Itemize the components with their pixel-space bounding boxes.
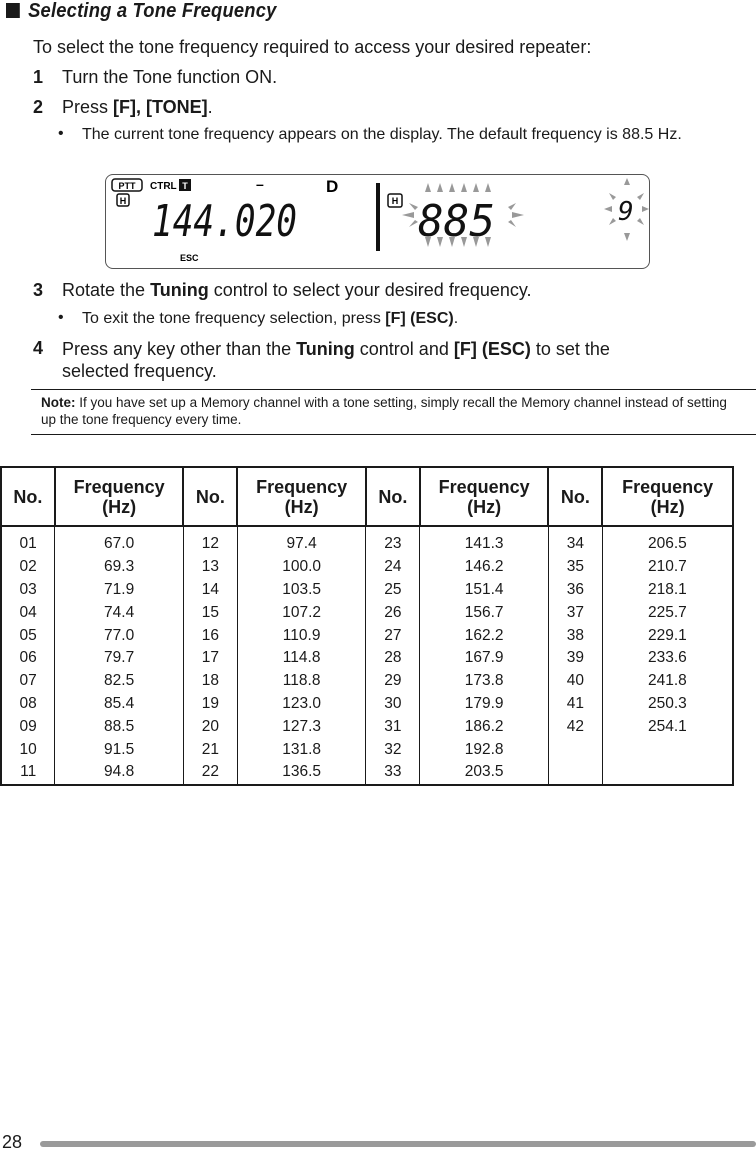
cell-frequency: 127.3 [237,715,366,738]
note-box [41,394,741,428]
step-number: 3 [33,280,44,300]
cell-number: 36 [548,579,602,602]
table-row [1,738,733,761]
lcd-frequency: 144.020 [152,196,297,247]
table-row [1,526,733,556]
cell-number: 39 [548,647,602,670]
header-frequency: Frequency (Hz) [55,467,184,526]
cell-number: 28 [366,647,420,670]
cell-number: 03 [1,579,55,602]
cell-number: 40 [548,670,602,693]
cell-number: 08 [1,693,55,716]
cell-frequency: 162.2 [420,624,549,647]
cell-number [548,738,602,761]
step-text: Press [F], [TONE]. [62,97,213,117]
step-2 [33,97,733,121]
cell-frequency: 229.1 [602,624,733,647]
step-3 [33,280,733,304]
cell-frequency: 100.0 [237,556,366,579]
cell-number: 25 [366,579,420,602]
step-number: 1 [33,67,44,87]
cell-number: 42 [548,715,602,738]
ptt-indicator: PTT [118,181,136,191]
cell-number: 13 [183,556,237,579]
cell-number: 19 [183,693,237,716]
cell-number: 29 [366,670,420,693]
cell-frequency: 69.3 [55,556,184,579]
step-number: 4 [33,338,44,358]
cell-frequency: 210.7 [602,556,733,579]
cell-frequency: 131.8 [237,738,366,761]
table-row [1,670,733,693]
cell-number [548,761,602,785]
offset-indicator: – [256,176,264,192]
cell-frequency: 88.5 [55,715,184,738]
page-number: 28 [2,1132,23,1152]
cell-frequency: 97.4 [237,526,366,556]
cell-number: 38 [548,624,602,647]
cell-frequency: 254.1 [602,715,733,738]
cell-number: 09 [1,715,55,738]
bullet-text: To exit the tone frequency selection, press [F] (ESC). [82,310,459,327]
lcd-display [105,174,650,269]
cell-frequency: 123.0 [237,693,366,716]
lcd-channel: 9 [618,197,634,227]
square-bullet-icon [6,3,20,18]
step-text: Rotate the Tuning control to select your desired frequency. [62,280,532,300]
lcd-graphic [106,175,649,268]
cell-frequency: 118.8 [237,670,366,693]
esc-indicator: ESC [180,253,199,263]
cell-frequency: 179.9 [420,693,549,716]
cell-frequency: 218.1 [602,579,733,602]
cell-frequency: 77.0 [55,624,184,647]
cell-frequency: 141.3 [420,526,549,556]
cell-number: 15 [183,601,237,624]
cell-number: 11 [1,761,55,785]
tone-frequency-table [0,466,734,786]
tone-badge: T [182,181,188,191]
d-indicator: D [326,177,339,196]
cell-frequency: 85.4 [55,693,184,716]
table-row [1,715,733,738]
cell-number: 04 [1,601,55,624]
note-text: If you have set up a Memory channel with a tone setting, simply recall the Memory channel instead of setting up the tone frequency every time. [41,395,727,427]
cell-number: 05 [1,624,55,647]
header-no: No. [183,467,237,526]
table-header-row [1,467,733,526]
header-no: No. [1,467,55,526]
bullet-3 [58,309,748,331]
cell-frequency: 173.8 [420,670,549,693]
cell-frequency: 91.5 [55,738,184,761]
cell-number: 14 [183,579,237,602]
lcd-tone-value: 885 [418,196,495,247]
cell-frequency: 94.8 [55,761,184,785]
cell-number: 26 [366,601,420,624]
cell-number: 33 [366,761,420,785]
table-row [1,579,733,602]
cell-number: 23 [366,526,420,556]
cell-frequency: 74.4 [55,601,184,624]
header-no: No. [366,467,420,526]
cell-number: 32 [366,738,420,761]
bullet-dot: • [58,125,64,142]
heading-text: Selecting a Tone Frequency [28,0,277,22]
cell-number: 07 [1,670,55,693]
cell-number: 20 [183,715,237,738]
cell-number: 35 [548,556,602,579]
cell-frequency: 225.7 [602,601,733,624]
cell-frequency: 107.2 [237,601,366,624]
cell-frequency: 67.0 [55,526,184,556]
step-number: 2 [33,97,44,117]
note-label: Note: [41,395,76,410]
cell-number: 34 [548,526,602,556]
high-power-right: H [391,196,399,206]
header-frequency: Frequency (Hz) [237,467,366,526]
cell-number: 30 [366,693,420,716]
cell-frequency: 103.5 [237,579,366,602]
cell-frequency: 241.8 [602,670,733,693]
section-heading [6,0,277,23]
cell-number: 17 [183,647,237,670]
cell-frequency: 114.8 [237,647,366,670]
cell-number: 24 [366,556,420,579]
cell-number: 21 [183,738,237,761]
cell-frequency: 192.8 [420,738,549,761]
cell-number: 01 [1,526,55,556]
high-power-left: H [119,196,127,206]
cell-frequency: 146.2 [420,556,549,579]
table-row [1,693,733,716]
step-text: Press any key other than the Tuning control and [F] (ESC) to set the selected frequency. [62,339,610,381]
cell-frequency: 71.9 [55,579,184,602]
cell-frequency: 79.7 [55,647,184,670]
table-body [1,526,733,785]
cell-number: 22 [183,761,237,785]
table-row [1,624,733,647]
cell-frequency [602,738,733,761]
note-bottom-rule [31,434,756,435]
step-text: Turn the Tone function ON. [62,67,278,87]
footer-bar [40,1141,756,1147]
cell-frequency: 156.7 [420,601,549,624]
cell-frequency: 203.5 [420,761,549,785]
cell-frequency: 136.5 [237,761,366,785]
header-no: No. [548,467,602,526]
bullet-dot: • [58,309,64,326]
cell-frequency: 250.3 [602,693,733,716]
cell-number: 37 [548,601,602,624]
cell-frequency: 151.4 [420,579,549,602]
cell-number: 41 [548,693,602,716]
note-top-rule [31,389,756,390]
cell-number: 12 [183,526,237,556]
cell-number: 10 [1,738,55,761]
cell-frequency: 233.6 [602,647,733,670]
header-frequency: Frequency (Hz) [602,467,733,526]
intro-text: To select the tone frequency required to access your desired repeater: [33,37,592,57]
ctrl-indicator: CTRL [150,181,177,192]
cell-frequency: 110.9 [237,624,366,647]
table-row [1,556,733,579]
bullet-text: The current tone frequency appears on the display. The default frequency is 88.5 Hz. [82,126,682,143]
step-1 [33,67,733,91]
cell-number: 31 [366,715,420,738]
cell-number: 18 [183,670,237,693]
table-row [1,601,733,624]
cell-frequency: 206.5 [602,526,733,556]
cell-frequency [602,761,733,785]
cell-frequency: 167.9 [420,647,549,670]
header-frequency: Frequency (Hz) [420,467,549,526]
cell-frequency: 82.5 [55,670,184,693]
cell-number: 06 [1,647,55,670]
table-row [1,647,733,670]
table-row [1,761,733,785]
cell-frequency: 186.2 [420,715,549,738]
bullet-2 [58,125,748,167]
cell-number: 16 [183,624,237,647]
cell-number: 27 [366,624,420,647]
step-4 [33,338,733,386]
cell-number: 02 [1,556,55,579]
